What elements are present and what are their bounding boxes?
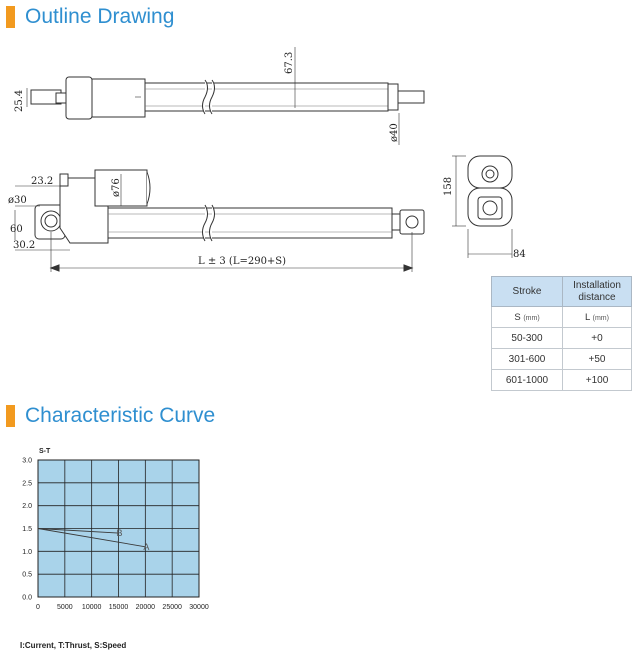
dim-60: 60 [10,224,23,235]
series-label-b: B [116,528,123,539]
subheader-unit: (mm) [592,314,609,322]
table-subheader-cell [563,307,632,328]
subheader-label: S [514,311,521,323]
table-header-installation: Installation distance [563,277,632,307]
chart-title: S-T [39,448,51,455]
table-header-stroke: Stroke [492,277,563,307]
section-accent-bar [6,405,15,427]
dim-d30: ø30 [8,195,27,206]
thrust-key: T [58,641,63,650]
table-cell: +50 [563,349,632,370]
table-row [492,328,632,349]
thrust-text: :Thrust, [62,641,95,650]
dim-158: 158 [443,176,454,196]
y-tick-label: 1.0 [22,548,32,556]
table-cell: +100 [563,370,632,391]
table-cell: 601-1000 [492,370,563,391]
dim-67-3: 67.3 [284,51,295,74]
x-tick-label: 15000 [108,604,129,611]
outline-drawing-title: Outline Drawing [25,5,175,28]
y-tick-label: 2.0 [22,503,32,511]
dim-length: L ± 3 (L=290+S) [198,256,287,267]
series-label-a: A [143,541,150,552]
speed-text: :Speed [99,641,127,650]
subheader-unit: (mm) [523,314,540,322]
dim-23-2: 23.2 [31,176,54,187]
dim-84: 84 [513,249,526,260]
x-tick-label: 20000 [135,604,156,611]
current-text: :Current, [22,641,59,650]
y-tick-label: 0.5 [22,571,32,579]
table-row [492,370,632,391]
x-tick-label: 25000 [162,604,182,611]
characteristic-curve-header [6,404,215,428]
table-subheader-cell [492,307,563,328]
dim-30-2: 30.2 [13,240,36,251]
table-cell: +0 [563,328,632,349]
table-row [492,349,632,370]
outline-drawing [0,0,634,300]
table-cell: 301-600 [492,349,563,370]
actuator-top-view [27,47,424,145]
installation-distance-table [491,276,632,391]
dim-d40: ø40 [389,123,400,142]
y-tick-label: 3.0 [22,457,32,465]
x-tick-label: 10000 [81,604,102,611]
x-tick-label: 5000 [57,604,73,611]
characteristic-curve-title: Characteristic Curve [25,404,216,427]
speed-key: S [94,641,100,650]
table-subheader-row [492,307,632,328]
y-tick-label: 1.5 [22,526,32,533]
y-tick-label: 2.5 [22,480,32,488]
s-t-chart [0,440,240,625]
current-key: I [20,641,23,650]
x-tick-label: 30000 [189,604,209,611]
table-cell: 50-300 [492,328,563,349]
dim-d76: ø76 [111,178,122,197]
actuator-end-view [452,156,512,258]
x-tick-label: 0 [36,604,40,611]
subheader-label: L [585,311,590,323]
curve-legend-note [20,641,126,650]
dim-25-4: 25.4 [14,89,25,112]
y-tick-label: 0.0 [22,594,32,602]
